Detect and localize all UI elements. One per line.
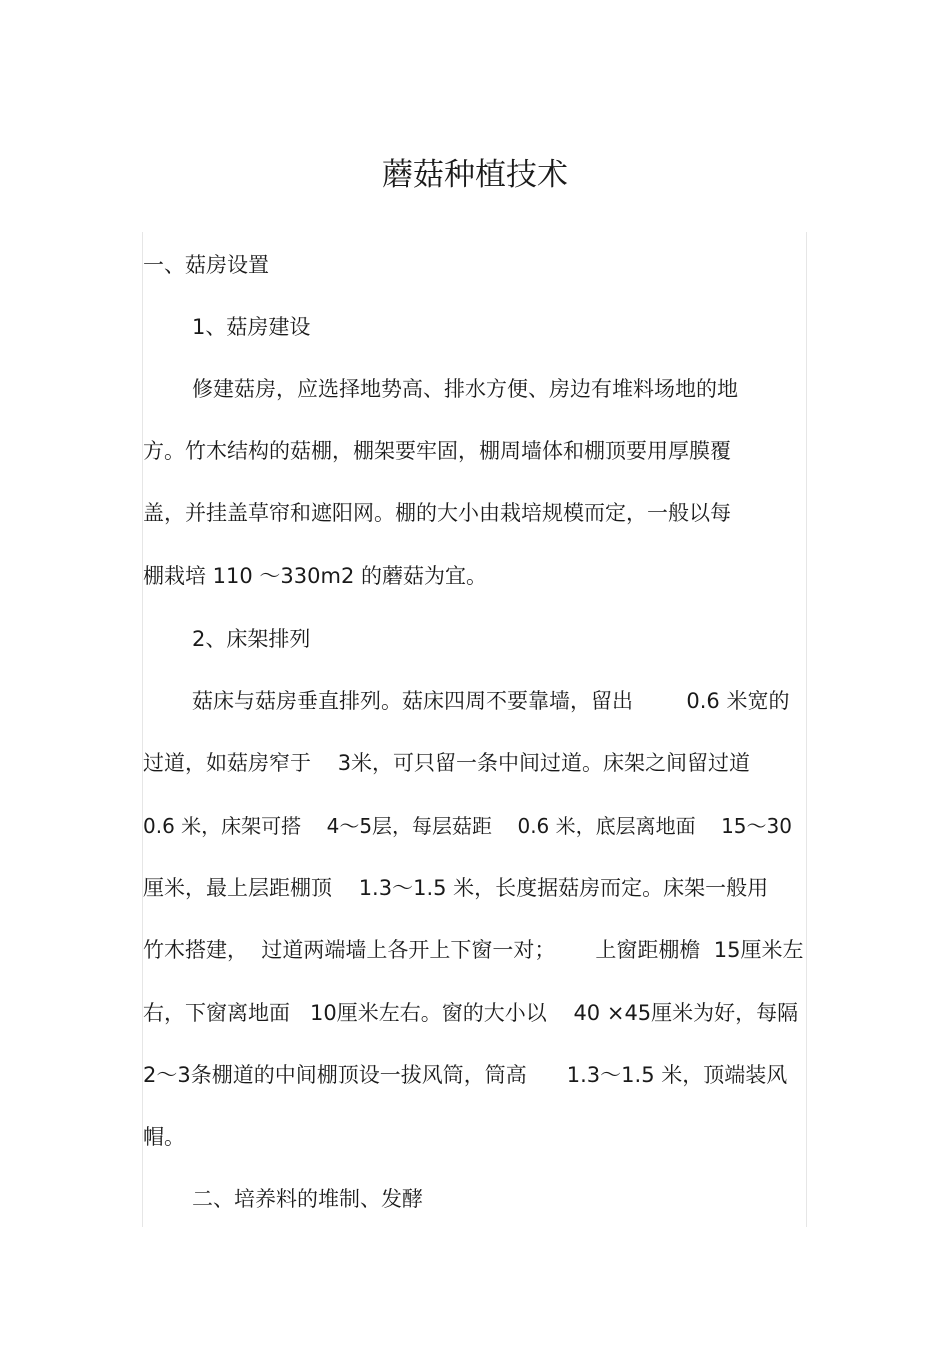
subsection-heading-1-2: 2、床架排列: [192, 627, 311, 651]
paragraph-line: 0.6 米，床架可搭 4～5层，每层菇距 0.6 米，底层离地面 15～30: [143, 814, 792, 838]
paragraph-line: 修建菇房，应选择地势高、排水方便、房边有堆料场地的地: [192, 377, 738, 401]
paragraph-line: 2～3条棚道的中间棚顶设一拔风筒，筒高 1.3～1.5 米，顶端装风: [143, 1063, 788, 1087]
paragraph-line: 棚栽培 110 ～330m2 的蘑菇为宜。: [143, 564, 488, 588]
paragraph-line: 帽。: [143, 1125, 185, 1149]
paragraph-line: 过道，如菇房窄于 3米，可只留一条中间过道。床架之间留过道: [143, 751, 751, 775]
right-margin-rule: [806, 232, 807, 1227]
section-heading-1: 一、菇房设置: [143, 253, 269, 277]
paragraph-line: 右，下窗离地面 10厘米左右。窗的大小以 40 ×45厘米为好，每隔: [143, 1001, 799, 1025]
subsection-heading-1-1: 1、菇房建设: [192, 315, 311, 339]
paragraph-line: 厘米，最上层距棚顶 1.3～1.5 米，长度据菇房而定。床架一般用: [143, 876, 769, 900]
paragraph-line: 竹木搭建， 过道两端墙上各开上下窗一对； 上窗距棚檐 15厘米左: [143, 938, 804, 962]
paragraph-line: 盖，并挂盖草帘和遮阳网。棚的大小由栽培规模而定，一般以每: [143, 501, 731, 525]
document-title: 蘑菇种植技术: [382, 157, 568, 193]
section-heading-2: 二、培养料的堆制、发酵: [192, 1187, 423, 1211]
paragraph-line: 方。竹木结构的菇棚，棚架要牢固，棚周墙体和棚顶要用厚膜覆: [143, 439, 731, 463]
paragraph-line: 菇床与菇房垂直排列。菇床四周不要靠墙，留出 0.6 米宽的: [192, 689, 790, 713]
